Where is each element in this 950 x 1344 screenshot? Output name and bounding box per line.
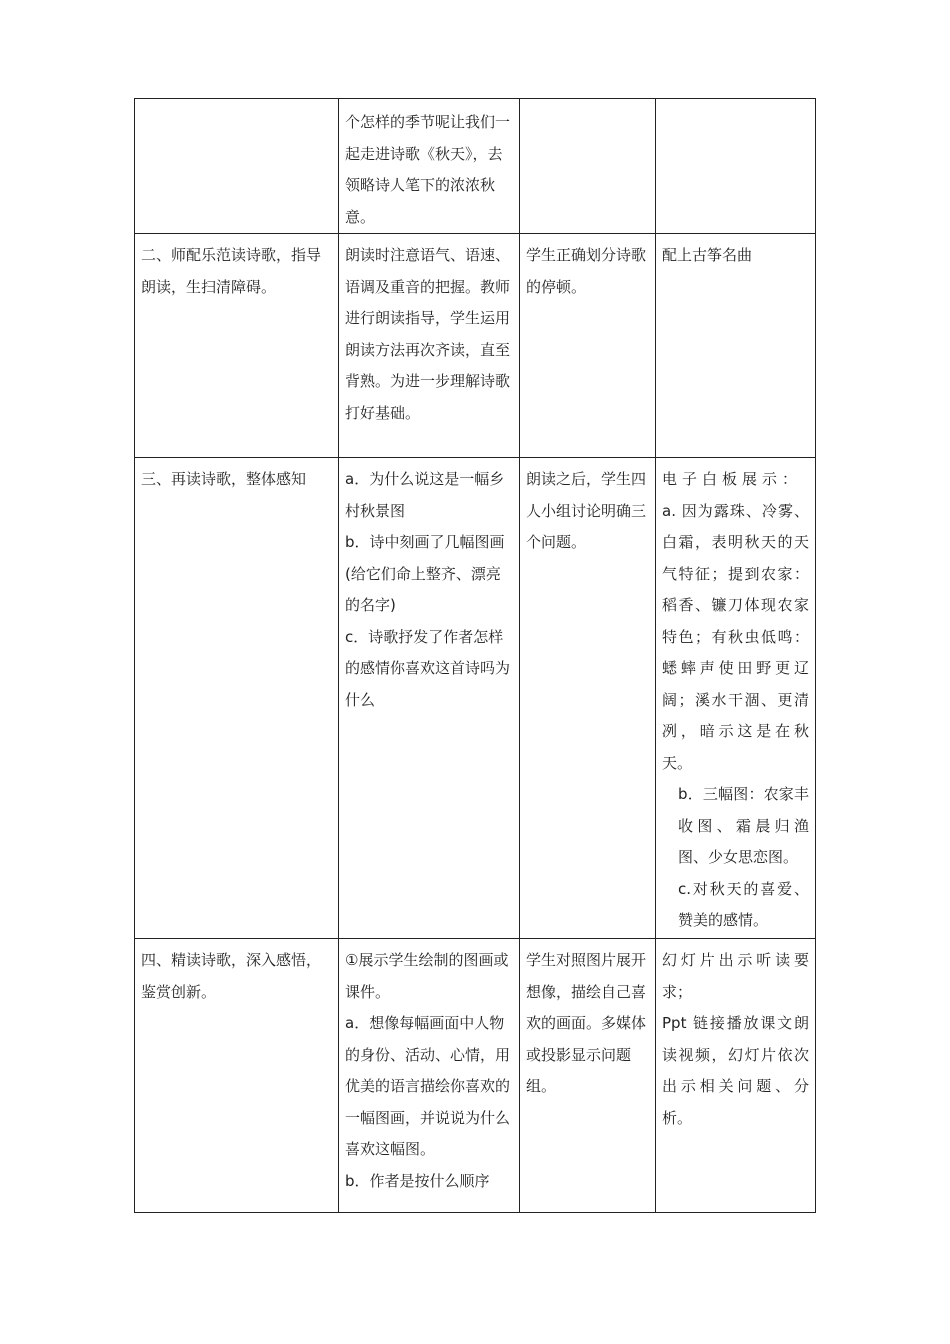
step-cell: 二、师配乐范读诗歌，指导朗读，生扫清障碍。 <box>135 234 339 458</box>
question-c: c．诗歌抒发了作者怎样的感情你喜欢这首诗吗为什么 <box>345 627 511 709</box>
teacher-activity-cell <box>339 99 520 234</box>
answer-a: a. 因为露珠、冷雾、白霜，表明秋天的天气特征；提到农家：稻香、镰刀体现农家特色；有秋虫低鸣：蟋蟀声使田野更辽阔；溪水干涸、更清冽，暗示这是在秋天。 <box>662 501 809 772</box>
student-activity-cell: 朗读之后，学生四人小组讨论明确三个问题。 <box>520 458 656 939</box>
media-text: 配上古筝名曲 <box>662 246 753 264</box>
answer-c: c.对秋天的喜爱、赞美的感情。 <box>678 879 809 929</box>
teacher-activity-cell <box>339 458 520 939</box>
step-cell: 四、精读诗歌，深入感悟，鉴赏创新。 <box>135 939 339 1213</box>
table-row <box>135 939 816 1213</box>
table-row <box>135 458 816 939</box>
teacher-activity-cell <box>339 939 520 1213</box>
student-activity-cell: 学生正确划分诗歌的停顿。 <box>520 234 656 458</box>
student-activity-cell <box>520 99 656 234</box>
question-b: b．诗中刻画了几幅图画(给它们命上整齐、漂亮的名字) <box>345 533 505 614</box>
teacher-activity-text: 朗读时注意语气、语速、语调及重音的把握。教师进行朗读指导，学生运用朗读方法再次齐读，直至背熟。为进一步理解诗歌打好基础。 <box>345 246 511 422</box>
question-a: a．想像每幅画面中人物的身份、活动、心情，用优美的语言描绘你喜欢的一幅图画，并说说为什么喜欢这幅图。 <box>345 1014 511 1158</box>
step-cell: 三、再读诗歌，整体感知 <box>135 458 339 939</box>
media-text: Ppt 链接播放课文朗读视频，幻灯片依次出示相关问题、分析。 <box>662 1014 809 1127</box>
media-heading: 电子白板展示： <box>662 470 803 488</box>
media-cell <box>656 234 816 458</box>
table-row <box>135 99 816 234</box>
teacher-activity-text: 个怎样的季节呢让我们一起走进诗歌《秋天》，去领略诗人笔下的浓浓秋意。 <box>345 113 511 226</box>
teacher-activity-cell <box>339 234 520 458</box>
question-b: b．作者是按什么顺序 <box>345 1171 490 1190</box>
media-text: 幻灯片出示听读要求； <box>662 951 809 1001</box>
media-cell <box>656 99 816 234</box>
student-activity-cell: 学生对照图片展开想像，描绘自己喜欢的画面。多媒体或投影显示问题组。 <box>520 939 656 1213</box>
question-a: a．为什么说这是一幅乡村秋景图 <box>345 470 505 520</box>
lesson-plan-table <box>134 98 816 1213</box>
step-cell <box>135 99 339 234</box>
answer-b: b．三幅图：农家丰收图、霜晨归渔图、少女思恋图。 <box>678 785 809 866</box>
media-cell <box>656 458 816 939</box>
media-cell <box>656 939 816 1213</box>
table-row <box>135 234 816 458</box>
teacher-activity-text: ①展示学生绘制的图画或课件。 <box>345 951 509 1001</box>
